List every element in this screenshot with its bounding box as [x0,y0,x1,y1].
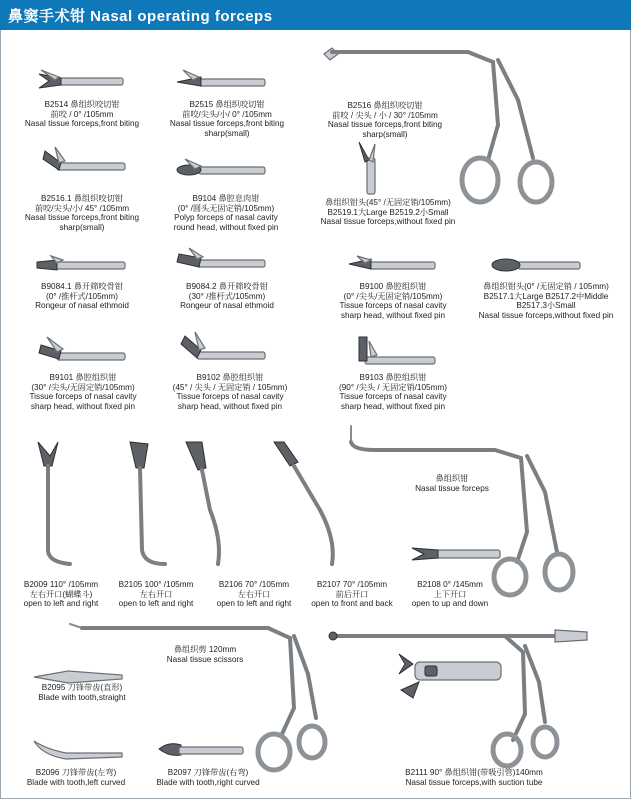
caption-b9100: B9100 鼻腔组织钳 (0° /尖头/无固定销/105mm) Tissue forceps of nasal cavity sharp head, without fixed pin [339,282,447,320]
forceps-b2106-image [180,440,260,570]
forceps-b2515-image [175,68,265,98]
forceps-b2105-image [120,440,180,570]
blade-b2096-image [32,735,122,765]
caption-b2096: B2096 刀锋带齿(左弯) Blade with tooth,left curved [26,768,126,787]
forceps-b2111-head-detail-image [395,648,505,708]
forceps-b2108-image [410,540,500,570]
forceps-b9100-image [345,252,435,280]
caption-b2107: B2107 70° /105mm 前后开口 open to front and back [311,580,393,609]
caption-b2108: B2108 0° /145mm 上下开口 open to up and down [411,580,489,609]
forceps-b2009-image [30,440,90,570]
caption-b9101: B9101 鼻腔组织钳 (30° /尖头/无固定销/105mm) Tissue forceps of nasal cavity sharp head, without fixed pin [29,373,137,411]
page-title: 鼻窦手术钳 Nasal operating forceps [8,8,273,25]
caption-b9084-2: B9084.2 鼻开筛咬骨钳 (30° /推杆式/105mm) Rongeur of nasal ethmoid [180,282,274,311]
caption-b2095: B2095 刀锋带齿(直形) Blade with tooth,straight [38,683,126,702]
forceps-b9102-image [175,330,265,370]
caption-b2105: B2105 100° /105mm 左右开口 open to left and right [118,580,194,609]
caption-b9084-1: B9084.1 鼻开筛咬骨钳 (0° /推杆式/105mm) Rongeur of nasal ethmoid [35,282,129,311]
forceps-b2516-1-image [35,145,125,181]
caption-b9104: B9104 鼻腔息肉钳 (0° /圆头无固定销/105mm) Polyp forceps of nasal cavity round head, without fixed pin [173,194,279,232]
forceps-b2514-image [35,68,125,98]
caption-b2106: B2106 70° /105mm 左右开口 open to left and right [216,580,292,609]
caption-nasal-tissue-forceps: 鼻组织钳 Nasal tissue forceps [415,474,489,493]
caption-b2009: B2009 110° /105mm 左右开口(蝴蝶斗) open to left and right [23,580,99,609]
caption-b2519: 鼻组织钳头(45° /无固定销/105mm) B2519.1大Large B2519.2小Small Nasal tissue forceps,without fixed pin [320,198,456,227]
forceps-b2517-image [490,252,580,280]
caption-b2111: B2111 90° 鼻组织钳(带吸引管)140mm Nasal tissue forceps,with suction tube [405,768,543,787]
page-header [0,0,631,30]
caption-b2516: B2516 鼻组织咬切钳 前咬 / 尖头 / 小 / 30° /105mm Nasal tissue forceps,front biting sharp(small) [327,101,443,139]
caption-b2514: B2514 鼻组织咬切钳 前咬 / 0° /105mm Nasal tissue forceps,front biting [24,100,140,129]
forceps-b2519-image [345,140,395,195]
caption-b2516-1: B2516.1 鼻组织咬切钳 前咬/尖头/小/ 45° /105mm Nasal tissue forceps,front biting sharp(small) [24,194,140,232]
forceps-b9101-image [35,335,125,369]
caption-b2515: B2515 鼻组织咬切钳 前咬/尖头/小/ 0° /105mm Nasal tissue forceps,front biting sharp(small) [169,100,285,138]
forceps-b9103-image [345,335,435,369]
caption-b9103: B9103 鼻腔组织钳 (90° /尖头 / 无固定销/105mm) Tissue forceps of nasal cavity sharp head, without fixed pin [339,373,447,411]
caption-b2097: B2097 刀锋带齿(右弯) Blade with tooth,right curved [156,768,260,787]
caption-nasal-tissue-scissors: 鼻组织剪 120mm Nasal tissue scissors [166,645,244,664]
forceps-b9084-2-image [175,246,265,276]
blade-b2097-image [155,735,245,765]
caption-b2517: 鼻组织钳头(0° /无固定销 / 105mm) B2517.1大Large B2517.2中Middle B2517.3小Small Nasal tissue forceps,without fixed pin [478,282,614,320]
forceps-b9104-image [175,155,265,185]
forceps-b9084-1-image [35,252,125,280]
caption-b9102: B9102 鼻腔组织钳 (45° / 尖头 / 无固定销 / 105mm) Tissue forceps of nasal cavity sharp head, without fixed pin [172,373,288,411]
